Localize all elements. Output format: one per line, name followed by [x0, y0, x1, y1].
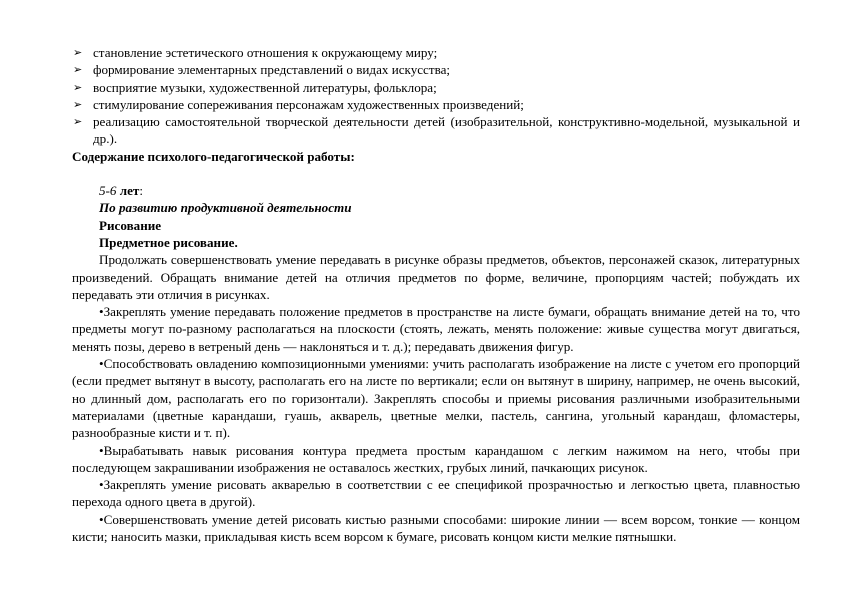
- paragraph: •Вырабатывать навык рисования контура предмета простым карандашом с легким нажимом на него, чтобы при последующем закрашивании изображения не оставалось жестких, грубых линий, пачкающих рисунок.: [72, 442, 800, 475]
- subsection-title: По развитию продуктивной деятельности: [99, 200, 352, 216]
- paragraph: •Совершенствовать умение детей рисовать кистью разными способами: широкие линии — всем ворсом, тонкие — концом кисти; наносить мазки, прикладывая кисть всем ворсом к бумаге, рисовать концом кисти мелкие пятнышки.: [72, 511, 800, 545]
- bullet-text: формирование элементарных представлений о видах искусства;: [93, 62, 451, 78]
- bullet-text: стимулирование сопереживания персонажам художественных произведений;: [93, 96, 524, 112]
- bullet-item: [72, 61, 800, 78]
- paragraph: Продолжать совершенствовать умение передавать в рисунке образы предметов, объектов, персонажей сказок, литературных произведений. Обращать внимание детей на отличия предметов по форме, величине, пропорциям частей; побуждать их передавать эти отличия в рисунках.: [72, 252, 800, 302]
- age-colon: :: [139, 183, 143, 199]
- arrow-bullet-icon: ➢: [73, 46, 83, 59]
- section-heading: Содержание психолого-педагогической работы:: [72, 148, 355, 164]
- bullet-text: реализацию самостоятельной творческой деятельности детей (изобразительной, конструктивно-модельной, музыкальной и др.).: [93, 114, 800, 147]
- age-range: 5-6: [99, 183, 117, 199]
- age-line: [72, 182, 800, 199]
- arrow-bullet-icon: ➢: [73, 63, 83, 77]
- paragraph: •Закреплять умение рисовать акварелью в соответствии с ее спецификой прозрачностью и легкостью цвета, плавностью перехода одного цвета в другой).: [72, 477, 800, 510]
- arrow-bullet-icon: ➢: [73, 97, 83, 111]
- paragraph: •Способствовать овладению композиционными умениями: учить располагать изображение на листе с учетом его пропорций (если предмет вытянут в высоту, располагать его на листе по вертикали; если он вытянут в ширину, например, не очень высокий, но длинный дом, располагать его по горизонтали). Закреплять способы и приемы рисования различными изобразительными материалами (цветные карандаши, гуашь, акварель, цветные мелки, пастель, сангина, угольный карандаш, фломастеры, разнообразные кисти и т. п).: [72, 356, 800, 441]
- arrow-bullet-icon: ➢: [73, 80, 83, 94]
- paragraph: •Закреплять умение передавать положение предметов в пространстве на листе бумаги, обращать внимание детей на то, что предметы могут по-разному располагаться на плоскости (стоять, лежать, менять положение: живые существа могут двигаться, менять позы, дерево в ветреный день — наклоняться и т. д.); передавать движения фигур.: [72, 304, 800, 354]
- bullet-item: [72, 44, 800, 61]
- bullet-item: [72, 113, 800, 148]
- bullet-text: восприятие музыки, художественной литературы, фольклора;: [93, 79, 437, 95]
- spacer: [72, 165, 800, 182]
- arrow-bullet-icon: ➢: [73, 115, 83, 129]
- age-suffix: лет: [116, 183, 140, 199]
- bullet-text: становление эстетического отношения к окружающему миру;: [93, 45, 438, 60]
- drawing-heading: Рисование: [99, 217, 162, 233]
- page-content: [72, 44, 800, 545]
- bullet-item: [72, 96, 800, 113]
- bullet-item: [72, 79, 800, 96]
- subject-drawing-heading: Предметное рисование.: [99, 234, 238, 250]
